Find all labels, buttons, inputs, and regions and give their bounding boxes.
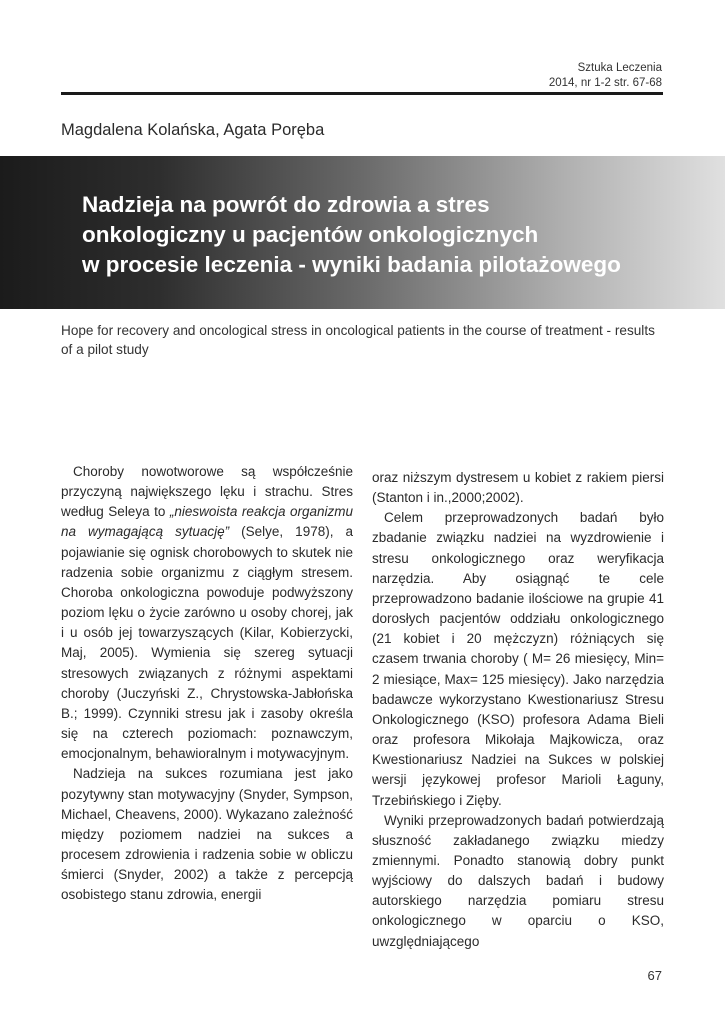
left-column bbox=[61, 462, 353, 905]
paragraph: Wyniki przeprowadzonych badań potwierdzają słuszność zakładanego związku miedzy zmiennymi. Ponadto stanowią dobry punkt wyjściowy do dalszych badań i budowy autorskiego narzędzia pomiaru stresu onkologicznego w oparciu o KSO, uwzględniającego bbox=[372, 812, 664, 949]
paragraph bbox=[61, 462, 353, 764]
english-title: Hope for recovery and oncological stress in oncological patients in the course of treatment - results of a pilot study bbox=[61, 323, 655, 357]
quote: „nieswoista reakcja organizmu na wymagającą sytuację” bbox=[61, 504, 354, 540]
right-column bbox=[372, 468, 664, 952]
title-line: w procesie leczenia - wyniki badania pilotażowego bbox=[82, 252, 621, 277]
authors: Magdalena Kolańska, Agata Poręba bbox=[61, 121, 325, 139]
text-run: (Selye, 1978), a pojawianie się ognisk chorobowych to skutek nie radzenia sobie organizmu z ciągłym stresem. Choroba onkologiczna powoduje podwyższony poziom lęku o życie zarówno u osoby chorej, jak i u osób jej towarzyszących (Kilar, Kobierzycki, Maj, 2005). Wymienia się szereg sytuacji stresowych związanych z różnymi aspektami choroby (Juczyński Z., Chrystowska-Jabłońska B.; 1999). Czynniki stresu jak i zasoby określa się na czterech poziomach: poznawczym, emocjonalnym, behawioralnym i motywacyjnym. bbox=[61, 524, 353, 762]
text-run: Choroby nowotworowe są współcześnie przyczyną największego lęku i strachu. Stres według Seleya to bbox=[61, 464, 353, 520]
journal-header bbox=[549, 61, 662, 91]
article-title bbox=[82, 190, 702, 280]
journal-name: Sztuka Leczenia bbox=[577, 62, 662, 74]
title-line: Nadzieja na powrót do zdrowia a stres bbox=[82, 192, 490, 217]
paragraph: Celem przeprowadzonych badań było zbadanie związku nadziei na wyzdrowienie i stresu onkologicznego oraz weryfikacja narzędzia. Aby osiągnąć te cele przeprowadzono badanie ilościowe na grupie 41 dorosłych pacjentów oddziału onkologicznego (21 kobiet i 20 mężczyzn) różniących się czasem trwania choroby ( M= 26 miesięcy, Min= 2 miesiące, Max= 125 miesięcy). Jako narzędzia badawcze wykorzystano Kwestionariusz Stresu Onkologicznego (KSO) profesora Adama Bieli oraz profesora Mikołaja Majkowicza, oraz Kwestionariusz Nadziei na Sukces w polskiej wersji językowej profesor Marioli Łaguny, Trzebińskiego i Zięby. bbox=[372, 510, 664, 808]
paragraph: oraz niższym dystresem u kobiet z rakiem piersi (Stanton i in.,2000;2002). bbox=[372, 470, 664, 506]
paragraph: Nadzieja na sukces rozumiana jest jako pozytywny stan motywacyjny (Snyder, Sympson, Michael, Cheavens, 2000). Wykazano zależność między poziomem nadziei na sukces a procesem zdrowienia i radzenia sobie w obliczu śmierci (Snyder, 2002) a także z percepcją osobistego stanu zdrowia, energii bbox=[61, 766, 353, 903]
journal-issue: 2014, nr 1-2 str. 67-68 bbox=[548, 77, 662, 89]
title-line: onkologiczny u pacjentów onkologicznych bbox=[82, 222, 539, 247]
header-rule bbox=[61, 92, 663, 95]
page-number: 67 bbox=[647, 968, 662, 983]
